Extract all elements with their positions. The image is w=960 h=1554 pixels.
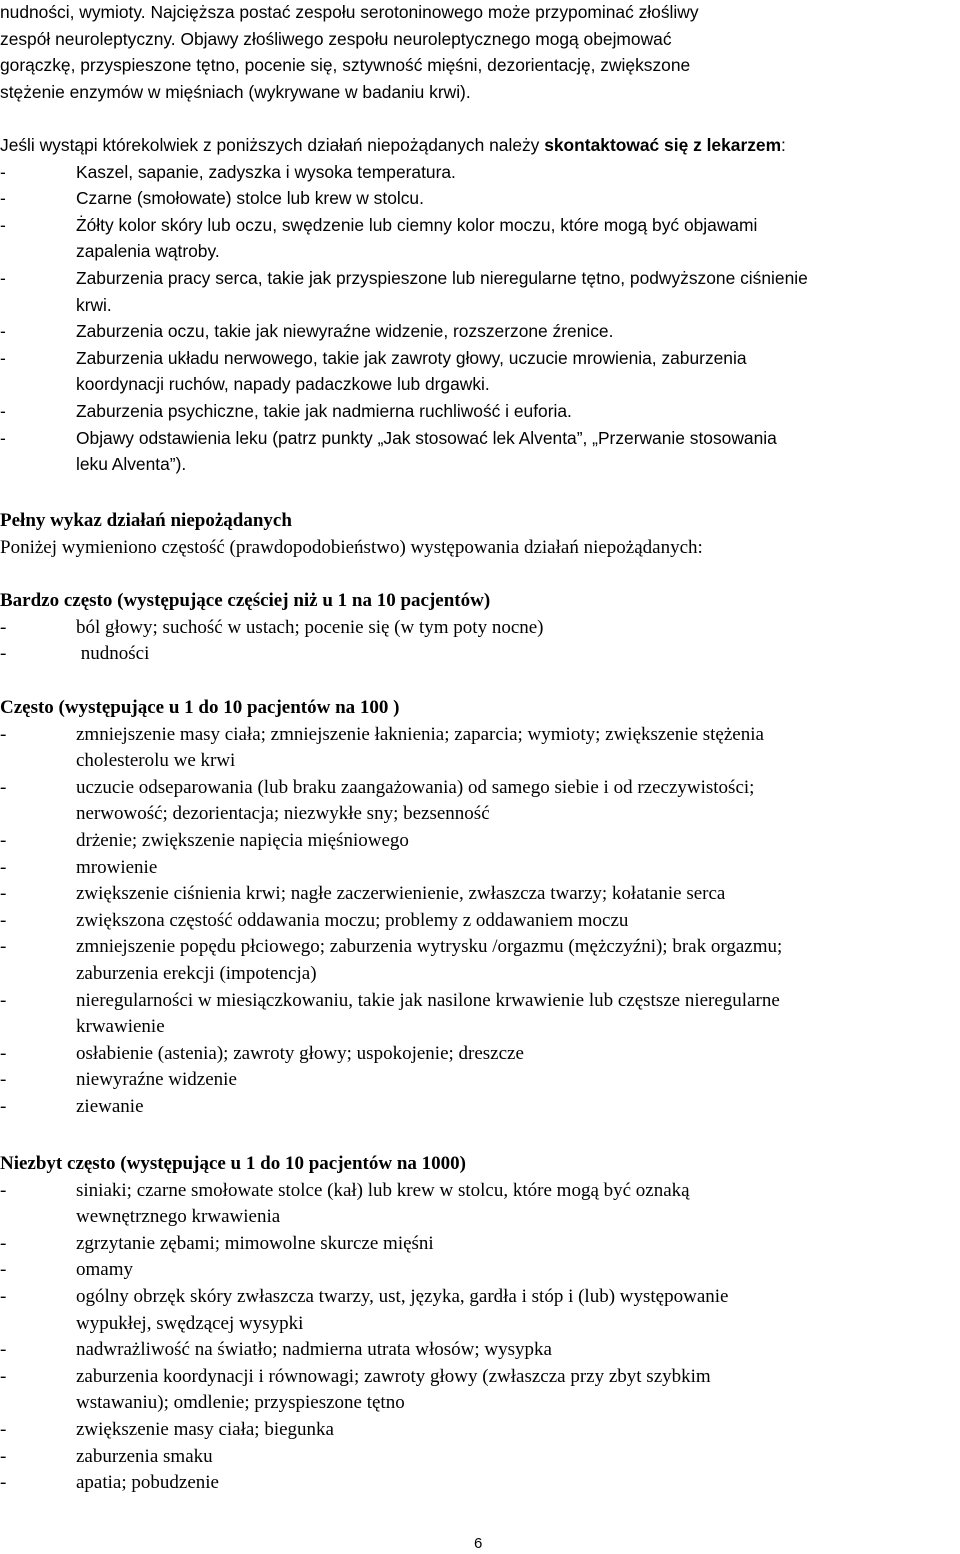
- contact-lead: [0, 132, 955, 159]
- full-list-intro: Poniżej wymieniono częstość (prawdopodobieństwo) występowania działań niepożądanych:: [0, 536, 703, 558]
- list-item: [0, 425, 955, 478]
- uncommon-heading: [0, 1151, 955, 1178]
- list-item: [0, 1444, 955, 1471]
- list-item-line: wstawaniu); omdlenie; przyspieszone tętno: [76, 1392, 405, 1414]
- dash-bullet: -: [0, 427, 6, 448]
- list-item-line: nudności: [76, 643, 150, 665]
- list-item: [0, 212, 955, 265]
- dash-bullet: -: [0, 909, 7, 931]
- common-heading: [0, 695, 955, 722]
- intro-line: gorączkę, przyspieszone tętno, pocenie się, sztywność mięśni, dezorientację, zwiększone: [0, 55, 691, 76]
- dash-bullet: -: [0, 856, 7, 878]
- list-item: [0, 775, 955, 828]
- list-item-line: zgrzytanie zębami; mimowolne skurcze mięśni: [76, 1232, 434, 1254]
- list-item-line: wewnętrznego krwawienia: [76, 1206, 281, 1228]
- very-common-heading: [0, 588, 955, 615]
- dash-bullet: -: [0, 616, 7, 638]
- list-item: [0, 1470, 955, 1497]
- dash-bullet: -: [0, 829, 7, 851]
- list-item: [0, 641, 955, 668]
- list-item: [0, 881, 955, 908]
- list-item-line: mrowienie: [76, 856, 158, 878]
- dash-bullet: -: [0, 1232, 7, 1254]
- list-item: [0, 318, 955, 345]
- common-section: [0, 695, 955, 1121]
- list-item: [0, 1337, 955, 1364]
- full-list-heading: [0, 508, 955, 535]
- list-item-line: zaburzenia erekcji (impotencja): [76, 962, 317, 984]
- list-item-line: zaburzenia smaku: [76, 1445, 213, 1467]
- intro-paragraph: [0, 0, 955, 105]
- list-item: [0, 1257, 955, 1284]
- contact-lead-end: :: [781, 135, 786, 155]
- dash-bullet: -: [0, 989, 7, 1011]
- intro-line: zespół neuroleptyczny. Objawy złośliwego zespołu neuroleptycznego mogą obejmować: [0, 28, 672, 49]
- list-item-line: koordynacji ruchów, napady padaczkowe lub drgawki.: [76, 374, 490, 395]
- common-heading-text: Często (występujące u 1 do 10 pacjentów na 100 ): [0, 697, 400, 718]
- dash-bullet: -: [0, 347, 6, 368]
- uncommon-section: [0, 1151, 955, 1497]
- intro-line: stężenie enzymów w mięśniach (wykrywane w badaniu krwi).: [0, 81, 471, 102]
- dash-bullet: -: [0, 161, 6, 182]
- list-item: [0, 908, 955, 935]
- list-item-line: zmniejszenie masy ciała; zmniejszenie łaknienia; zaparcia; wymioty; zwiększenie stężenia: [76, 723, 764, 745]
- list-item-line: zmniejszenie popędu płciowego; zaburzenia wytrysku /orgazmu (mężczyźni); brak orgazmu;: [76, 936, 783, 958]
- uncommon-list: [0, 1178, 955, 1497]
- full-list-section: [0, 508, 955, 561]
- uncommon-heading-text: Niezbyt często (występujące u 1 do 10 pacjentów na 1000): [0, 1153, 466, 1174]
- dash-bullet: -: [0, 1069, 7, 1091]
- contact-lead-bold: skontaktować się z lekarzem: [544, 135, 782, 155]
- list-item: [0, 1284, 955, 1337]
- list-item: [0, 1364, 955, 1417]
- dash-bullet: -: [0, 214, 6, 235]
- list-item-line: zapalenia wątroby.: [76, 241, 220, 262]
- dash-bullet: -: [0, 776, 7, 798]
- list-item-line: niewyraźne widzenie: [76, 1069, 237, 1091]
- list-item: [0, 615, 955, 642]
- dash-bullet: -: [0, 643, 7, 665]
- list-item-line: ból głowy; suchość w ustach; pocenie się (w tym poty nocne): [76, 616, 544, 638]
- dash-bullet: -: [0, 1095, 7, 1117]
- list-item: [0, 398, 955, 425]
- list-item-line: Zaburzenia pracy serca, takie jak przyspieszone lub nieregularne tętno, podwyższone ciśnienie: [76, 267, 808, 288]
- list-item-line: krwawienie: [76, 1016, 165, 1038]
- list-item-line: Żółty kolor skóry lub oczu, swędzenie lub ciemny kolor moczu, które mogą być objawami: [76, 214, 758, 235]
- list-item: [0, 185, 955, 212]
- list-item-line: nerwowość; dezorientacja; niezwykłe sny; bezsenność: [76, 803, 490, 825]
- list-item: [0, 828, 955, 855]
- list-item-line: nadwrażliwość na światło; nadmierna utrata włosów; wysypka: [76, 1339, 552, 1361]
- list-item-line: zwiększenie ciśnienia krwi; nagłe zaczerwienienie, zwłaszcza twarzy; kołatanie serca: [76, 883, 726, 905]
- list-item-line: Kaszel, sapanie, zadyszka i wysoka temperatura.: [76, 161, 456, 182]
- dash-bullet: -: [0, 267, 6, 288]
- list-item-line: apatia; pobudzenie: [76, 1472, 219, 1494]
- list-item-line: Zaburzenia psychiczne, takie jak nadmierna ruchliwość i euforia.: [76, 400, 572, 421]
- very-common-heading-text: Bardzo często (występujące częściej niż u 1 na 10 pacjentów): [0, 590, 491, 611]
- page-number: 6: [474, 1535, 483, 1552]
- dash-bullet: -: [0, 1339, 7, 1361]
- dash-bullet: -: [0, 1259, 7, 1281]
- very-common-section: [0, 588, 955, 668]
- dash-bullet: -: [0, 936, 7, 958]
- common-list: [0, 722, 955, 1121]
- list-item-line: Zaburzenia oczu, takie jak niewyraźne widzenie, rozszerzone źrenice.: [76, 321, 614, 342]
- list-item-line: drżenie; zwiększenie napięcia mięśniowego: [76, 829, 409, 851]
- list-item: [0, 1231, 955, 1258]
- list-item-line: nieregularności w miesiączkowaniu, takie jak nasilone krwawienie lub częstsze nieregularne: [76, 989, 780, 1011]
- list-item: [0, 345, 955, 398]
- dash-bullet: -: [0, 321, 6, 342]
- list-item: [0, 1094, 955, 1121]
- list-item-line: Czarne (smołowate) stolce lub krew w stolcu.: [76, 188, 424, 209]
- list-item-line: Objawy odstawienia leku (patrz punkty „Jak stosować lek Alventa”, „Przerwanie stosowania: [76, 427, 777, 448]
- list-item: [0, 1041, 955, 1068]
- dash-bullet: -: [0, 1418, 7, 1440]
- list-item-line: zaburzenia koordynacji i równowagi; zawroty głowy (zwłaszcza przy zbyt szybkim: [76, 1365, 711, 1387]
- contact-list: [0, 159, 955, 478]
- full-list-heading-text: Pełny wykaz działań niepożądanych: [0, 510, 292, 531]
- list-item: [0, 988, 955, 1041]
- list-item: [0, 159, 955, 186]
- list-item-line: zwiększenie masy ciała; biegunka: [76, 1418, 334, 1440]
- list-item-line: wypukłej, swędzącej wysypki: [76, 1312, 304, 1334]
- list-item-line: krwi.: [76, 294, 112, 315]
- dash-bullet: -: [0, 1445, 7, 1467]
- list-item: [0, 265, 955, 318]
- list-item: [0, 855, 955, 882]
- list-item-line: ziewanie: [76, 1095, 144, 1117]
- list-item-line: omamy: [76, 1259, 133, 1281]
- dash-bullet: -: [0, 400, 6, 421]
- dash-bullet: -: [0, 723, 7, 745]
- list-item-line: zwiększona częstość oddawania moczu; problemy z oddawaniem moczu: [76, 909, 629, 931]
- contact-doctor-section: [0, 132, 955, 478]
- dash-bullet: -: [0, 1042, 7, 1064]
- dash-bullet: -: [0, 188, 6, 209]
- dash-bullet: -: [0, 1472, 7, 1494]
- list-item: [0, 1417, 955, 1444]
- list-item-line: leku Alventa”).: [76, 454, 187, 475]
- list-item-line: uczucie odseparowania (lub braku zaangażowania) od samego siebie i od rzeczywistości;: [76, 776, 755, 798]
- list-item: [0, 934, 955, 987]
- intro-line: nudności, wymioty. Najcięższa postać zespołu serotoninowego może przypominać złośliwy: [0, 2, 699, 22]
- dash-bullet: -: [0, 1365, 7, 1387]
- list-item-line: siniaki; czarne smołowate stolce (kał) lub krew w stolcu, które mogą być oznaką: [76, 1179, 690, 1201]
- dash-bullet: -: [0, 883, 7, 905]
- contact-lead-text: Jeśli wystąpi którekolwiek z poniższych działań niepożądanych należy: [0, 135, 545, 155]
- list-item-line: osłabienie (astenia); zawroty głowy; uspokojenie; dreszcze: [76, 1042, 524, 1064]
- list-item-line: ogólny obrzęk skóry zwłaszcza twarzy, ust, języka, gardła i stóp i (lub) występowanie: [76, 1285, 729, 1307]
- list-item: [0, 1067, 955, 1094]
- list-item: [0, 1178, 955, 1231]
- dash-bullet: -: [0, 1179, 7, 1201]
- list-item-line: Zaburzenia układu nerwowego, takie jak zawroty głowy, uczucie mrowienia, zaburzenia: [76, 347, 747, 368]
- list-item-line: cholesterolu we krwi: [76, 750, 236, 772]
- list-item: [0, 722, 955, 775]
- dash-bullet: -: [0, 1285, 7, 1307]
- very-common-list: [0, 615, 955, 668]
